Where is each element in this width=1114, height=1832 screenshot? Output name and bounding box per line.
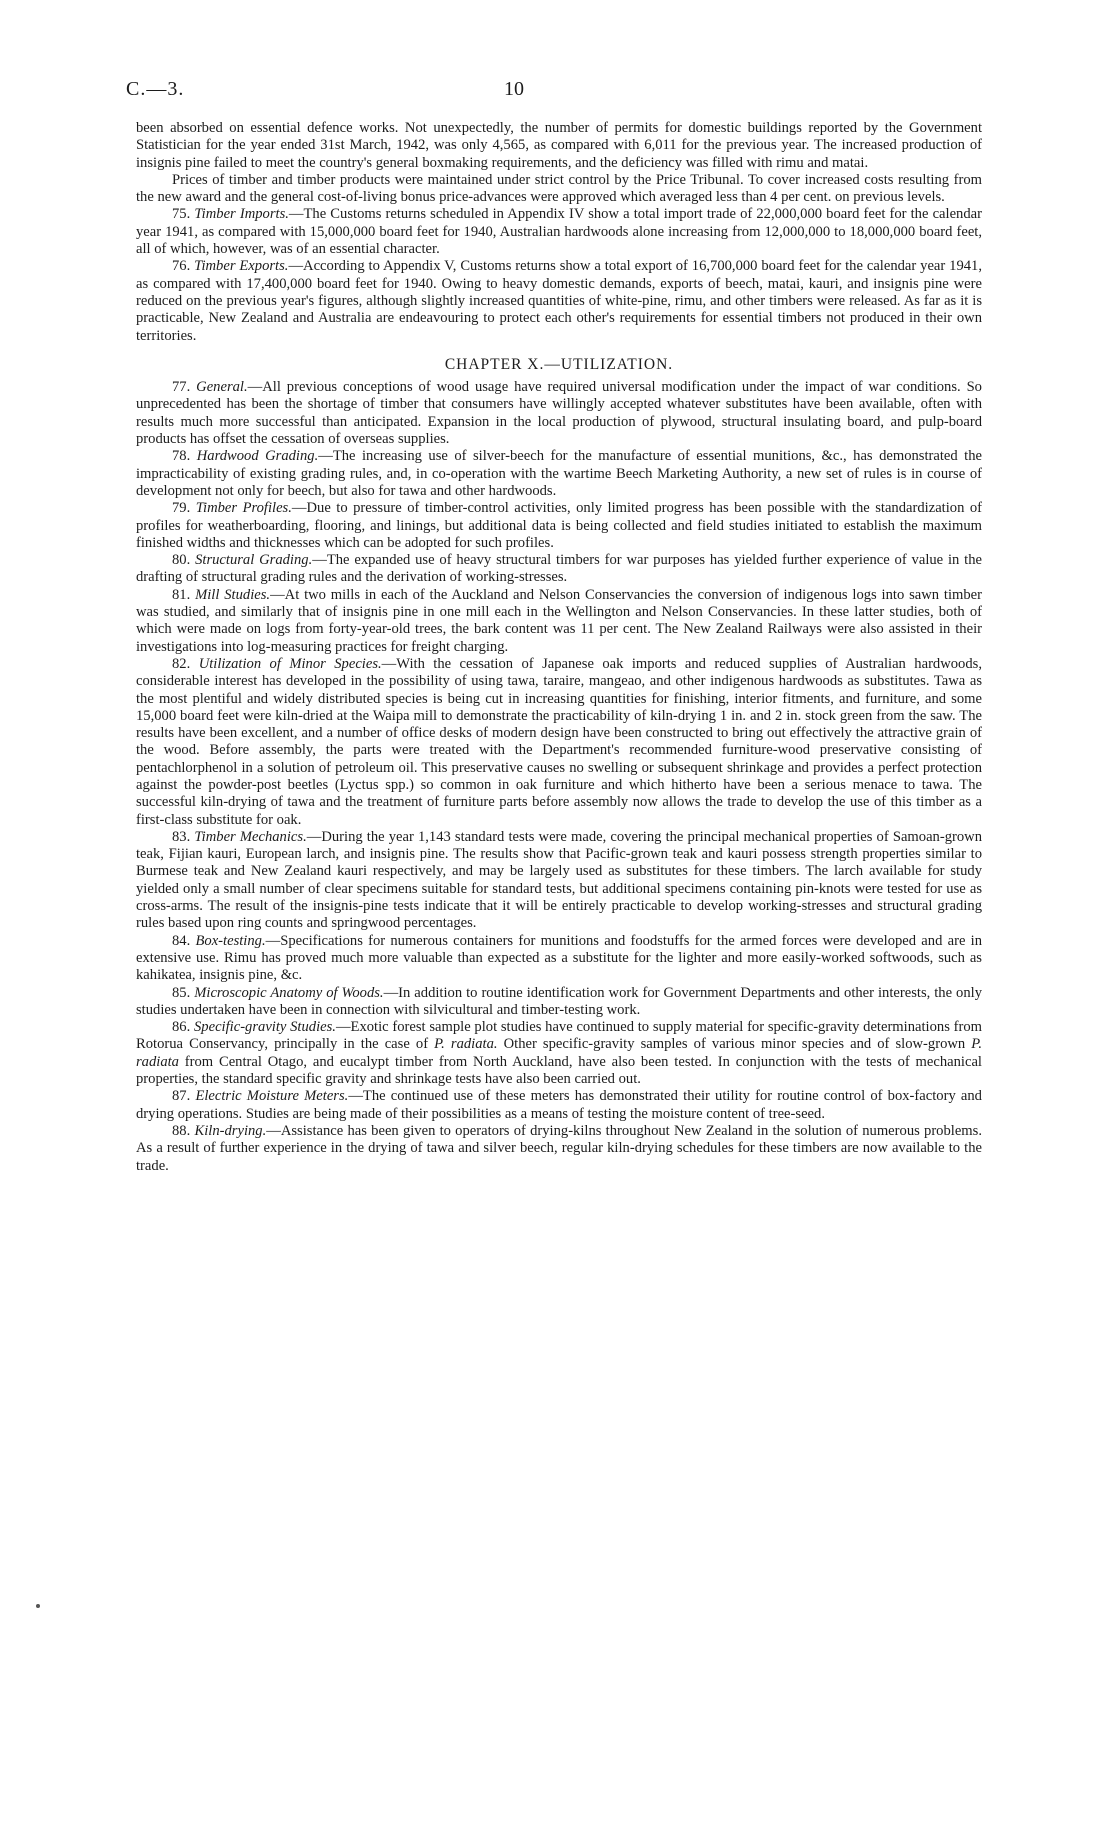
section-number: 75. [172,206,191,223]
section-heading: Box-testing. [195,932,266,949]
section-77: 77. General.—All previous conceptions of wood usage have required universal modification under the impact of war conditions. So unprecedented has been the shortage of timber that consumers have willingly accepted whatever substitutes have been available, often with results much more successful than anticipated. Expansion in the local production of plywood, structural insulating board, and pulp-board products has offset the cessation of overseas supplies. [136,379,982,448]
section-heading: Electric Moisture Meters. [195,1088,349,1105]
section-body: The increasing use of silver-beech for the manufacture of essential munitions, &c., has demonstrated the impracticability of existing grading rules, and, in co-operation with the wartime Beech Marketing Authority, a new set of rules is in course of development not only for beech, but also for tawa and other hardwoods. [136,448,982,499]
section-body: The Customs returns scheduled in Appendix IV show a total import trade of 22,000,000 board feet for the calendar year 1941, as compared with 15,000,000 board feet for 1940, Australian hardwoods alone increasing from 12,000,000 to 18,000,000 board feet, all of which, however, was of an essential character. [136,206,982,258]
section-86: 86. Specific-gravity Studies.—Exotic forest sample plot studies have continued to supply material for specific-gravity determinations from Rotorua Conservancy, principally in the case of P. radiata. Other specific-gravity samples of various minor species and of slow-grown P. radiata from Central Otago, and eucalypt timber from North Auckland, have also been tested. In conjunction with the tests of mechanical properties, the standard specific gravity and shrinkage tests have also been carried out. [136,1019,982,1088]
section-number: 80. [172,552,191,569]
section-number: 77. [172,379,191,396]
section-number: 76. [172,258,191,275]
section-number: 86. [172,1019,191,1036]
page-header [126,78,996,106]
section-body: from Central Otago, and eucalypt timber from North Auckland, have also been tested. In conjunction with the tests of mechanical properties, the standard specific gravity and shrinkage tests have also been carried out. [136,1053,982,1088]
section-number: 88. [172,1122,191,1139]
section-body: The expanded use of heavy structural timbers for war purposes has yielded further experience of value in the drafting of structural grading rules and the derivation of working-stresses. [136,552,982,586]
section-83: 83. Timber Mechanics.—During the year 1,143 standard tests were made, covering the principal mechanical properties of Samoan-grown teak, Fijian kauri, European larch, and insignis pine. The results show that Pacific-grown teak and kauri possess strength properties similar to Burmese teak and New Zealand kauri respectively, and may be largely used as substitutes for these timbers. The larch available for study yielded only a small number of clear specimens suitable for standard tests, but additional specimens containing pin-knots were tested for use as cross-arms. The result of the insignis-pine tests indicate that it will be entirely practicable to develop working-stresses and structural grading rules based upon ring counts and springwood percentages. [136,828,982,932]
section-body: Due to pressure of timber-control activities, only limited progress has been possible with the standardization of profiles for weatherboarding, flooring, and linings, but additional data is being collected and field studies initiated to establish the maximum finished widths and thicknesses which can be adopted for such profiles. [136,500,982,551]
section-80: 80. Structural Grading.—The expanded use of heavy structural timbers for war purposes has yielded further experience of value in the drafting of structural grading rules and the derivation of working-stresses. [136,552,982,586]
margin-dot-mark [36,1604,40,1608]
section-body: During the year 1,143 standard tests were made, covering the principal mechanical properties of Samoan-grown teak, Fijian kauri, European larch, and insignis pine. The results show that Pacific-grown teak and kauri possess strength properties similar to Burmese teak and New Zealand kauri respectively, and may be largely used as substitutes for these timbers. The larch available for study yielded only a small number of clear specimens suitable for standard tests, but additional specimens containing pin-knots were tested for use as cross-arms. The result of the insignis-pine tests indicate that it will be entirely practicable to develop working-stresses and structural grading rules based upon ring counts and springwood percentages. [136,828,982,932]
section-heading: Timber Profiles. [195,500,292,517]
section-body: At two mills in each of the Auckland and Nelson Conservancies the conversion of indigenous logs into sawn timber was studied, and similarly that of insignis pine in one mill each in the Wellington and Nelson Conservancies. In these latter studies, both of which were made on logs from forty-year-old trees, the bark content was 11 per cent. The New Zealand Railways were also assisted in their investigations into log-measuring practices for freight charging. [136,586,982,655]
section-84: 84. Box-testing.—Specifications for numerous containers for munitions and foodstuffs for the armed forces were developed and are in extensive use. Rimu has proved much more valuable than expected as a substitute for the lighter and more easily-worked softwoods, such as kahikatea, insignis pine, &c. [136,932,982,984]
body-text [136,120,982,1175]
section-number: 78. [172,448,191,465]
section-body: All previous conceptions of wood usage have required universal modification under the impact of war conditions. So unprecedented has been the shortage of timber that consumers have willingly accepted whatever substitutes have been available, often with results much more successful than anticipated. Expansion in the local production of plywood, structural insulating board, and pulp-board products has offset the cessation of overseas supplies. [136,379,982,448]
section-heading: Structural Grading. [195,552,313,569]
document-reference: C.—3. [126,78,185,100]
page-number: 10 [504,78,524,100]
section-number: 85. [172,984,191,1001]
intro-paragraph-1 [136,120,982,172]
paragraph-text: been absorbed on essential defence works. Not unexpectedly, the number of permits for domestic buildings reported by the Government Statistician for the year ended 31st March, 1942, was only 4,565, as compared with 6,011 for the previous year. The increased production of insignis pine failed to meet the country's general boxmaking requirements, and the deficiency was filled with rimu and matai. [136,120,982,171]
section-number: 79. [172,500,191,517]
section-body: With the cessation of Japanese oak imports and reduced supplies of Australian hardwoods, considerable interest has developed in the possibility of using tawa, taraire, mangeao, and other indigenous hardwoods as substitutes. Tawa as the most plentiful and widely distributed species is being cut in increasing quantities for finishing, interior fitments, and furniture, and some 15,000 board feet were kiln-dried at the Waipa mill to demonstrate the practicability of kiln-drying 1 in. and 2 in. stock green from the saw. The results have been excellent, and a number of office desks of modern design have been constructed to bring out effectively the attractive grain of the wood. Before assembly, the parts were treated with the Department's recommended furniture-wood preservative consisting of pentachlorphenol in a solution of petroleum oil. This preservative causes no swelling or subsequent shrinkage and provides a perfect protection against the powder-post beetles (Lyctus spp.) so common in oak furniture and which hitherto have been a serious menace to tawa. The successful kiln-drying of tawa and the treatment of furniture parts before assembly now allows the trade to develop the use of this timber as a first-class substitute for oak. [136,655,982,828]
section-body: The continued use of these meters has demonstrated their utility for routine control of box-factory and drying operations. Studies are being made of their possibilities as a means of testing the moisture content of tree-seed. [136,1088,982,1122]
section-78: 78. Hardwood Grading.—The increasing use of silver-beech for the manufacture of essential munitions, &c., has demonstrated the impracticability of existing grading rules, and, in co-operation with the wartime Beech Marketing Authority, a new set of rules is in course of development not only for beech, but also for tawa and other hardwoods. [136,448,982,499]
section-heading: Timber Mechanics. [194,828,307,845]
section-number: 82. [172,655,191,672]
section-body: According to Appendix V, Customs returns show a total export of 16,700,000 board feet for the calendar year 1941, as compared with 17,400,000 board feet for 1940. Owing to heavy domestic demands, exports of beech, matai, kauri, and insignis pine were reduced on the previous year's figures, although slightly increased quantities of white-pine, rimu, and other timbers were released. As far as it is practicable, New Zealand and Australia are endeavouring to protect each other's requirements for essential timbers not produced in their own territories. [136,258,982,344]
section-85: 85. Microscopic Anatomy of Woods.—In addition to routine identification work for Government Departments and other interests, the only studies undertaken have been in connection with silvicultural and timber-testing work. [136,984,982,1018]
section-heading: Kiln-drying. [194,1122,267,1139]
section-88: 88. Kiln-drying.—Assistance has been given to operators of drying-kilns throughout New Zealand in the solution of numerous problems. As a result of further experience in the drying of tawa and silver beech, regular kiln-drying schedules for these timbers are now available to the trade. [136,1122,982,1174]
species-name: P. radiata. [434,1036,498,1053]
section-body: Assistance has been given to operators of drying-kilns throughout New Zealand in the solution of numerous problems. As a result of further experience in the drying of tawa and silver beech, regular kiln-drying schedules for these timbers are now available to the trade. [136,1122,982,1174]
section-body: Specifications for numerous containers for munitions and foodstuffs for the armed forces were developed and are in extensive use. Rimu has proved much more valuable than expected as a substitute for the lighter and more easily-worked softwoods, such as kahikatea, insignis pine, &c. [136,932,982,984]
section-heading: Specific-gravity Studies. [194,1019,336,1036]
section-number: 84. [172,932,191,949]
section-heading: Mill Studies. [195,586,271,603]
section-heading: Timber Imports. [194,206,289,223]
section-75: 75. Timber Imports.—The Customs returns scheduled in Appendix IV show a total import trade of 22,000,000 board feet for the calendar year 1941, as compared with 15,000,000 board feet for 1940, Australian hardwoods alone increasing from 12,000,000 to 18,000,000 board feet, all of which, however, was of an essential character. [136,206,982,258]
chapter-title: CHAPTER X.—UTILIZATION. [444,355,674,373]
species-name: P. radiata [136,1036,982,1070]
section-heading: Timber Exports. [194,258,289,275]
section-body: In addition to routine identification work for Government Departments and other interests, the only studies undertaken have been in connection with silvicultural and timber-testing work. [136,984,982,1018]
section-number: 87. [172,1088,191,1105]
section-82: 82. Utilization of Minor Species.—With the cessation of Japanese oak imports and reduced supplies of Australian hardwoods, considerable interest has developed in the possibility of using tawa, taraire, mangeao, and other indigenous hardwoods as substitutes. Tawa as the most plentiful and widely distributed species is being cut in increasing quantities for finishing, interior fitments, and furniture, and some 15,000 board feet were kiln-dried at the Waipa mill to demonstrate the practicability of kiln-drying 1 in. and 2 in. stock green from the saw. The results have been excellent, and a number of office desks of modern design have been constructed to bring out effectively the attractive grain of the wood. Before assembly, the parts were treated with the Department's recommended furniture-wood preservative consisting of pentachlorphenol in a solution of petroleum oil. This preservative causes no swelling or subsequent shrinkage and provides a perfect protection against the powder-post beetles (Lyctus spp.) so common in oak furniture and which hitherto have been a serious menace to tawa. The successful kiln-drying of tawa and the treatment of furniture parts before assembly now allows the trade to develop the use of this timber as a first-class substitute for oak. [136,655,982,828]
intro-paragraph-2 [136,172,982,207]
paragraph-text: Prices of timber and timber products were maintained under strict control by the Price Tribunal. To cover increased costs resulting from the new award and the general cost-of-living bonus price-advances were approved which averaged less than 4 per cent. on previous levels. [136,171,982,206]
section-79: 79. Timber Profiles.—Due to pressure of timber-control activities, only limited progress has been possible with the standardization of profiles for weatherboarding, flooring, and linings, but additional data is being collected and field studies initiated to establish the maximum finished widths and thicknesses which can be adopted for such profiles. [136,500,982,551]
section-heading: Hardwood Grading. [196,448,319,465]
section-81: 81. Mill Studies.—At two mills in each of the Auckland and Nelson Conservancies the conversion of indigenous logs into sawn timber was studied, and similarly that of insignis pine in one mill each in the Wellington and Nelson Conservancies. In these latter studies, both of which were made on logs from forty-year-old trees, the bark content was 11 per cent. The New Zealand Railways were also assisted in their investigations into log-measuring practices for freight charging. [136,586,982,655]
section-heading: Utilization of Minor Species. [198,655,382,672]
section-number: 83. [172,828,191,845]
section-number: 81. [172,586,191,603]
section-87: 87. Electric Moisture Meters.—The continued use of these meters has demonstrated their utility for routine control of box-factory and drying operations. Studies are being made of their possibilities as a means of testing the moisture content of tree-seed. [136,1088,982,1122]
section-heading: Microscopic Anatomy of Woods. [194,984,384,1001]
section-body: Other specific-gravity samples of various minor species and of slow-grown [497,1036,972,1053]
section-body: Exotic forest sample plot studies have continued to supply material for specific-gravity determinations from Rotorua Conservancy, principally in the case of [136,1019,982,1053]
section-heading: General. [196,379,248,396]
section-76: 76. Timber Exports.—According to Appendix V, Customs returns show a total export of 16,700,000 board feet for the calendar year 1941, as compared with 17,400,000 board feet for 1940. Owing to heavy domestic demands, exports of beech, matai, kauri, and insignis pine were reduced on the previous year's figures, although slightly increased quantities of white-pine, rimu, and other timbers were released. As far as it is practicable, New Zealand and Australia are endeavouring to protect each other's requirements for essential timbers not produced in their own territories. [136,258,982,344]
